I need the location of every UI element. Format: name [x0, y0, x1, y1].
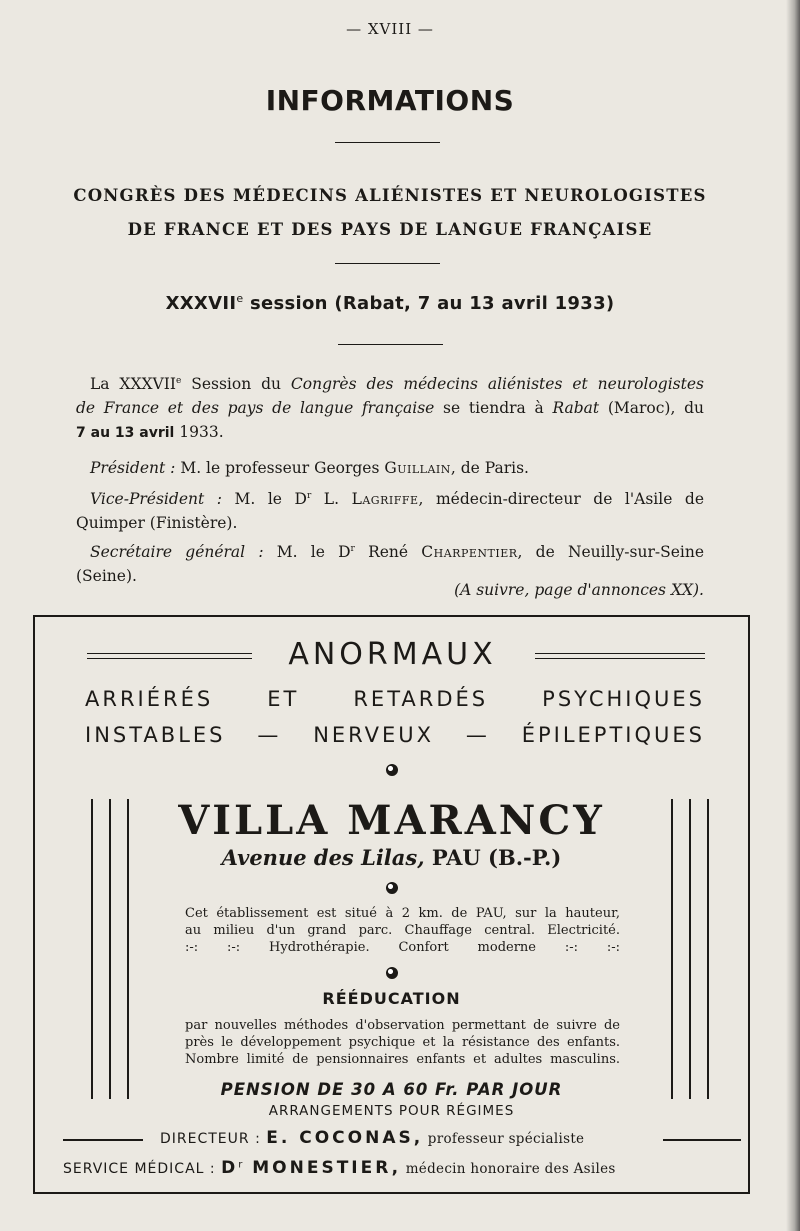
to-follow-note [76, 578, 704, 602]
session-roman: XXXVII [165, 293, 237, 314]
vp-sup: r [306, 491, 312, 501]
address-city: PAU (B.-P.) [431, 845, 562, 870]
intro-text: (Maroc), du [599, 399, 704, 418]
director-title: professeur spécialiste [423, 1131, 585, 1147]
page-number: — XVIII — [346, 20, 434, 38]
congress-title-line-1: CONGRÈS DES MÉDECINS ALIÉNISTES ET NEUROLOGISTES [73, 186, 707, 205]
service-name: MONESTIER, [243, 1158, 402, 1178]
session-rest: session (Rabat, 7 au 13 avril 1933) [243, 293, 615, 314]
president-text: M. le professeur Georges [175, 459, 385, 477]
secretary-sup: r [350, 544, 355, 554]
category-word: NERVEUX [313, 723, 435, 747]
category-word: ET [267, 687, 300, 711]
vp-text: Quimper (Finistère). [76, 514, 238, 533]
service-title: médecin honoraire des Asiles [401, 1161, 616, 1177]
secretary-label: Secrétaire général : [90, 543, 264, 562]
pension-price: PENSION DE 30 A 60 Fr. PAR JOUR [220, 1080, 563, 1099]
bullet-ornament-icon [386, 882, 398, 894]
secretary-text: M. le D [263, 543, 351, 562]
intro-text: 1933. [174, 423, 224, 442]
president-name: Guillain [384, 459, 451, 477]
vp-text: L. [311, 490, 352, 509]
city-italic: Rabat [552, 399, 600, 418]
category-word: ARRIÉRÉS [85, 687, 214, 711]
secretary-text: (Seine). [76, 567, 137, 586]
category-dash: — [257, 723, 282, 747]
vice-president-paragraph [76, 484, 704, 535]
reeducation-description [185, 1017, 620, 1068]
service-label: SERVICE MÉDICAL : [63, 1161, 222, 1177]
description-line: :-: :-: Hydrothérapie. Confort moderne :-: :-: [185, 940, 620, 955]
dates-bold: 7 au 13 avril [76, 425, 175, 442]
villa-name: VILLA MARANCY [178, 797, 605, 844]
divider [335, 263, 440, 264]
ad-heading: ANORMAUX [288, 637, 497, 672]
description-line: Cet établissement est situé à 2 km. de PAU, sur la hauteur, [185, 906, 620, 921]
divider [338, 344, 443, 345]
director-label: DIRECTEUR : [160, 1131, 267, 1147]
ad-category-line-2 [85, 723, 705, 747]
director-line [160, 1128, 660, 1148]
secretary-text: , de Neuilly-sur-Seine [517, 543, 705, 562]
advertisement-box [33, 615, 750, 1194]
category-word: INSTABLES [85, 723, 226, 747]
rule-left [63, 1139, 143, 1141]
reeducation-heading: RÉÉDUCATION [322, 989, 461, 1008]
description-line: par nouvelles méthodes d'observation permettant de suivre de [185, 1018, 620, 1033]
bullet-ornament-icon [386, 764, 398, 776]
session-heading [0, 292, 780, 314]
villa-address [35, 845, 748, 870]
congress-name-italic: de France et des pays de langue française [76, 399, 435, 418]
rule-right [663, 1139, 741, 1141]
intro-sup: e [175, 376, 182, 386]
intro-paragraph [76, 369, 704, 445]
vertical-bars-right [671, 799, 711, 1099]
intro-text: se tiendra à [434, 399, 553, 418]
divider [335, 142, 440, 143]
to-follow-text: (A suivre, page d'annonces XX). [454, 581, 704, 599]
president-label: Président : [90, 459, 176, 477]
page-title: INFORMATIONS [265, 84, 515, 117]
villa-description [185, 905, 620, 956]
intro-text: La XXXVII [90, 375, 176, 394]
vice-president-label: Vice-Président : [90, 490, 222, 509]
session-sup: e [236, 292, 244, 305]
vp-name: Lagriffe [351, 490, 419, 509]
address-street: Avenue des Lilas, [221, 845, 432, 870]
vertical-bars-left [91, 799, 131, 1099]
congress-name-italic: Congrès des médecins aliénistes et neurologistes [290, 375, 704, 394]
double-rule-right [535, 653, 705, 659]
congress-title-line-2: DE FRANCE ET DES PAYS DE LANGUE FRANÇAISE [127, 220, 653, 239]
arrangements-note: ARRANGEMENTS POUR RÉGIMES [268, 1103, 515, 1119]
description-line: au milieu d'un grand parc. Chauffage central. Electricité. [185, 923, 620, 938]
vp-text: , médecin-directeur de l'Asile de [418, 490, 704, 509]
medical-service-line [63, 1158, 743, 1178]
ad-category-line-1 [85, 687, 705, 711]
service-sup: r [238, 1159, 244, 1171]
category-word: PSYCHIQUES [542, 687, 705, 711]
description-line: Nombre limité de pensionnaires enfants et adultes masculins. [185, 1052, 620, 1067]
secretary-text: René [354, 543, 422, 562]
book-spine-shadow [786, 0, 800, 1231]
intro-text: Session du [181, 375, 291, 394]
vp-text: M. le D [221, 490, 307, 509]
category-word: ÉPILEPTIQUES [521, 723, 705, 747]
president-text: , de Paris. [450, 459, 529, 477]
double-rule-left [87, 653, 252, 659]
secretary-name: Charpentier [421, 543, 518, 562]
description-line: près le développement psychique et la résistance des enfants. [185, 1035, 620, 1050]
category-dash: — [465, 723, 490, 747]
director-name: E. COCONAS, [266, 1128, 424, 1148]
bullet-ornament-icon [386, 967, 398, 979]
president-line [76, 456, 704, 480]
category-word: RETARDÉS [353, 687, 489, 711]
service-name: D [221, 1158, 239, 1178]
